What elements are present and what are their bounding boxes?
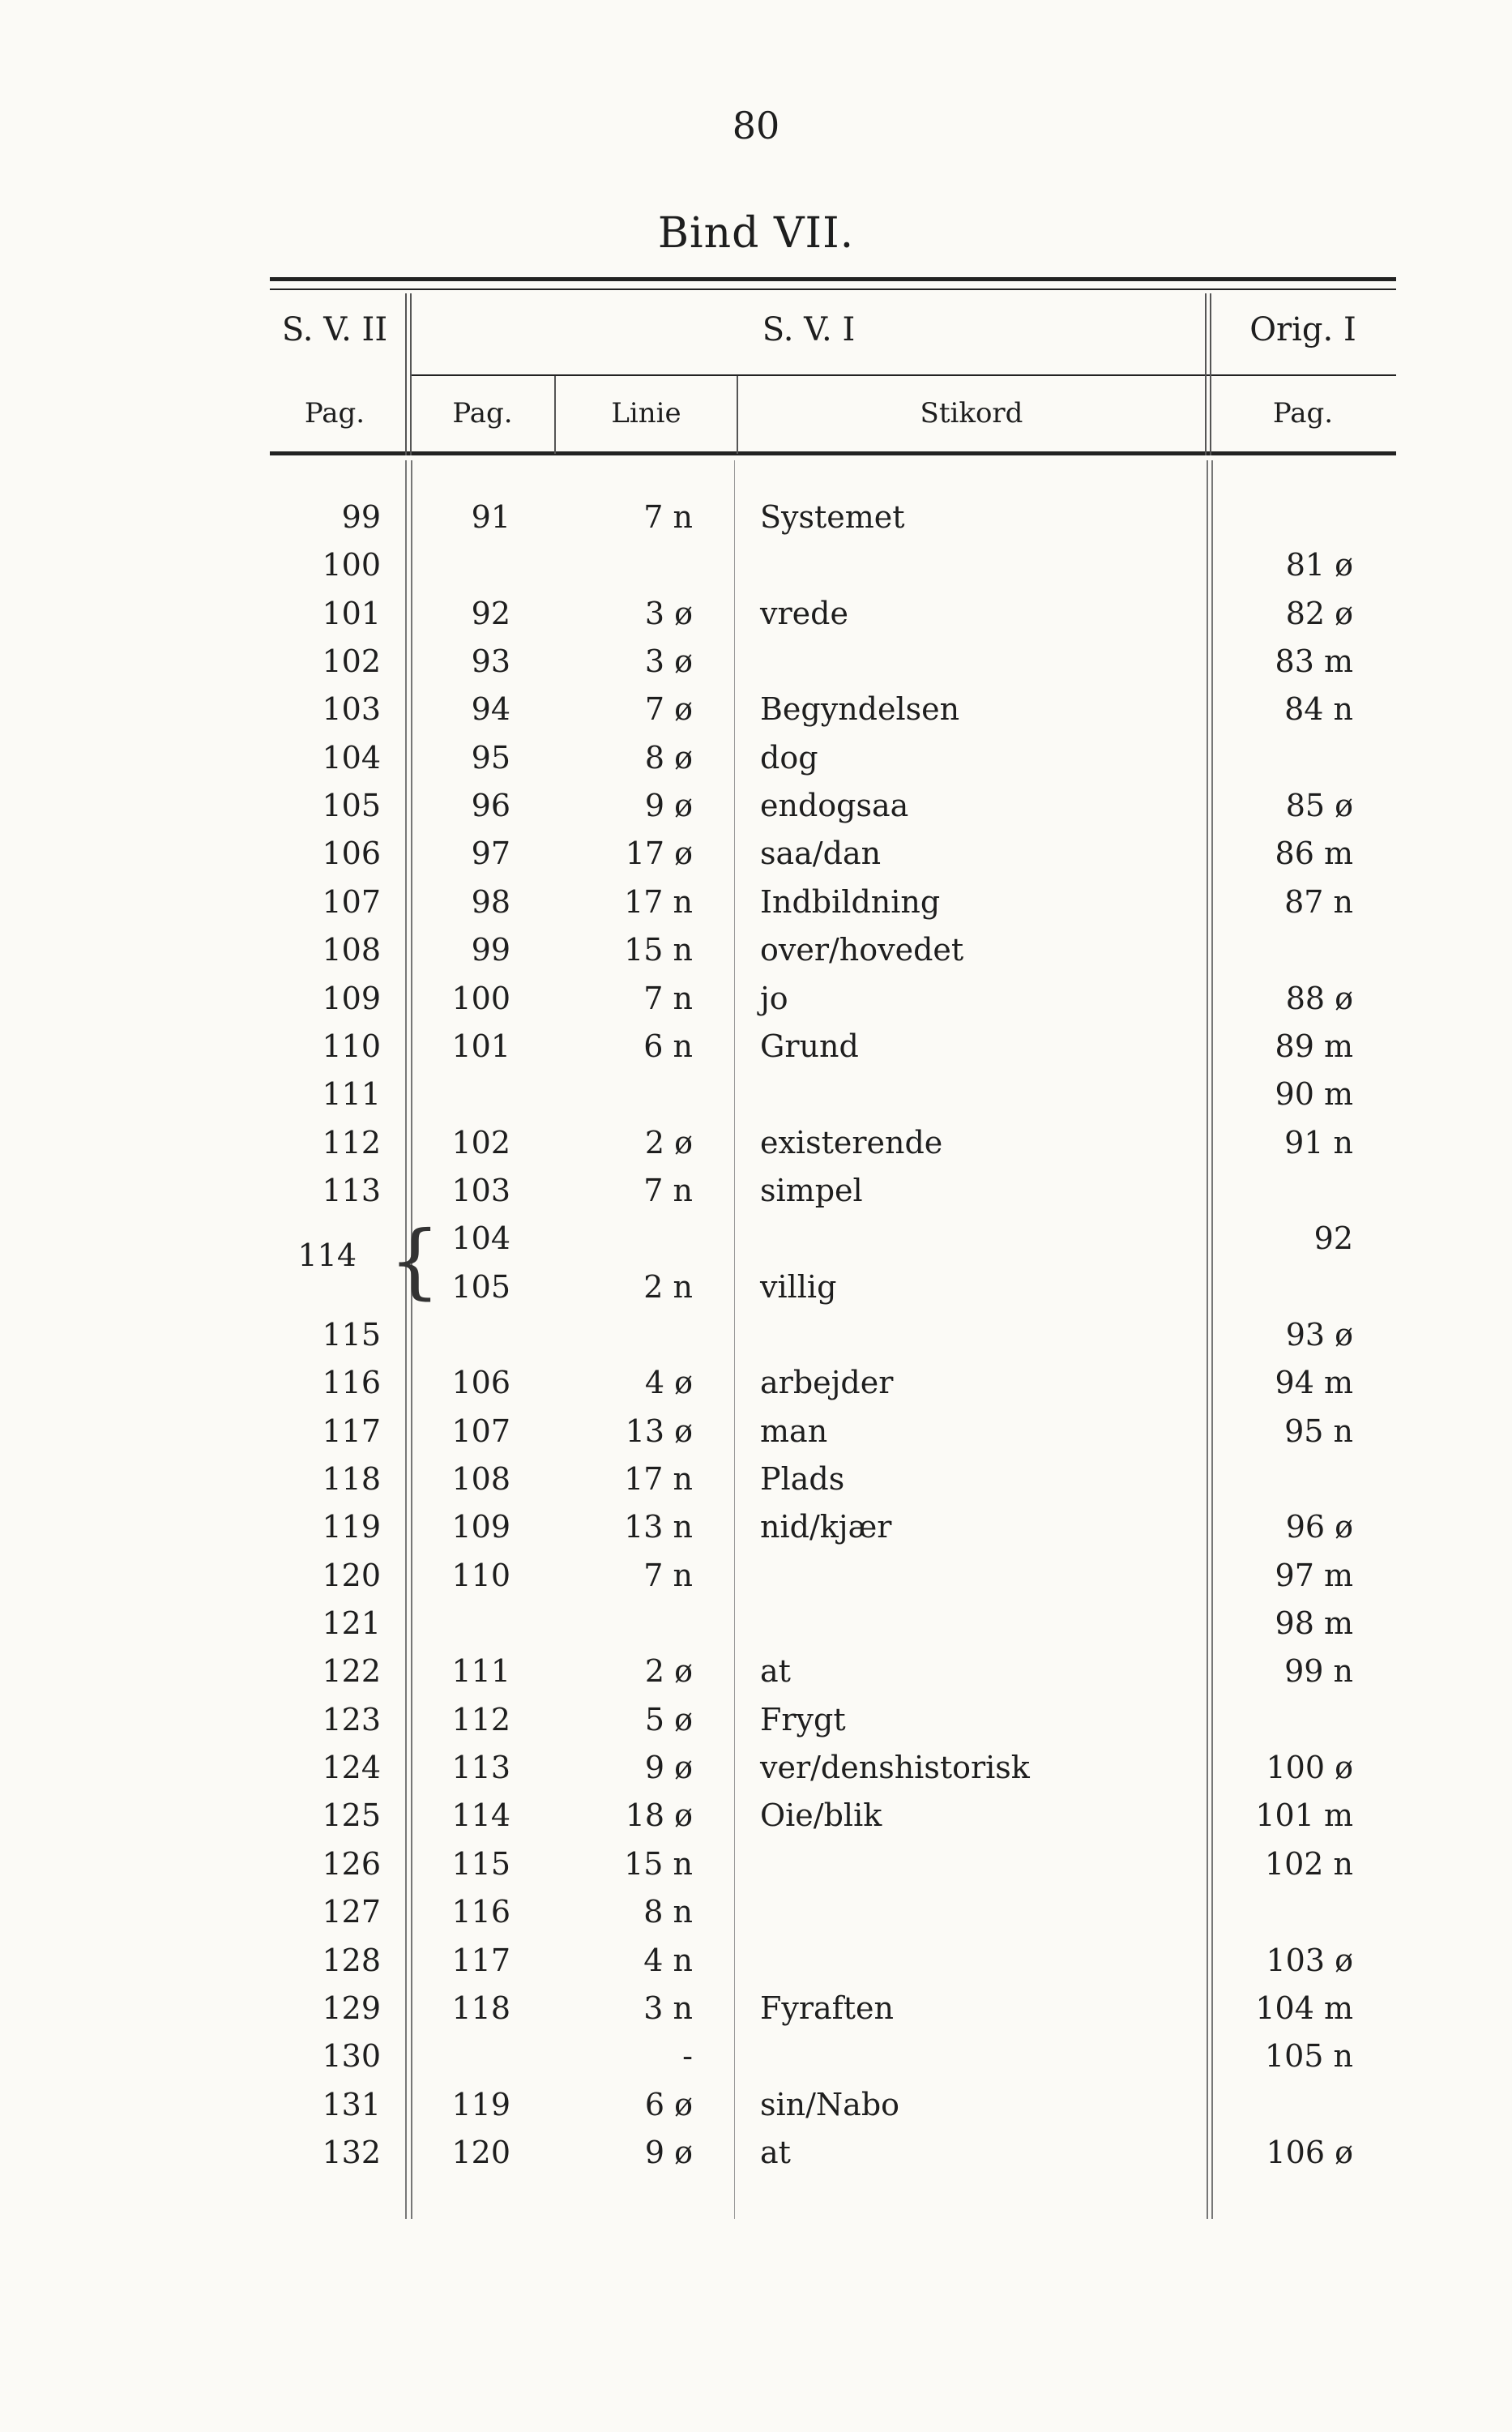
- cell-stikord: endogsaa: [760, 788, 909, 824]
- cell-stikord: nid/kjær: [760, 1509, 892, 1545]
- cell-stikord: Oie/blik: [760, 1797, 882, 1834]
- vline-double-b: [410, 293, 412, 455]
- cell-pag-orig: 94 m: [1275, 1365, 1353, 1401]
- table-row: [0, 1023, 1512, 1071]
- cell-pag-sv2: 126: [322, 1845, 381, 1882]
- cell-pag-orig: 84 n: [1284, 691, 1353, 728]
- cell-pag-sv2: 104: [322, 739, 381, 776]
- cell-pag-sv1: 116: [451, 1894, 510, 1930]
- cell-linie: 13 ø: [625, 1413, 693, 1449]
- table-row: [0, 1600, 1512, 1648]
- cell-pag-sv2: 111: [322, 1076, 381, 1113]
- cell-pag-orig: 99 n: [1284, 1653, 1353, 1690]
- page-number: 80: [732, 104, 780, 147]
- cell-pag-sv1: 112: [451, 1701, 510, 1737]
- cell-linie: 7 n: [643, 1172, 693, 1208]
- cell-stikord: Fyraften: [760, 1990, 894, 2026]
- cell-pag-orig: 86 m: [1275, 836, 1353, 872]
- table-row: [0, 1888, 1512, 1936]
- cell-pag-sv1: 105: [451, 1268, 510, 1305]
- header-group-sv1: S. V. I: [762, 311, 856, 348]
- table-row: [0, 1503, 1512, 1551]
- cell-linie: 7 n: [643, 980, 693, 1016]
- cell-stikord: over/hovedet: [760, 932, 964, 968]
- cell-pag-orig: 81 ø: [1285, 547, 1353, 583]
- table-row: [0, 1071, 1512, 1118]
- cell-pag-orig: 98 m: [1275, 1605, 1353, 1642]
- cell-linie: 4 ø: [644, 1365, 693, 1401]
- cell-linie: 9 ø: [644, 2134, 693, 2170]
- cell-linie: 9 ø: [644, 788, 693, 824]
- cell-stikord: simpel: [760, 1172, 863, 1208]
- cell-stikord: saa/dan: [760, 836, 882, 872]
- cell-stikord: man: [760, 1413, 828, 1449]
- table-row: [0, 1311, 1512, 1359]
- cell-pag-sv1: 111: [451, 1653, 510, 1690]
- header-linie: Linie: [611, 397, 681, 430]
- cell-pag-sv2: 128: [322, 1942, 381, 1978]
- cell-pag-orig: 89 m: [1275, 1028, 1353, 1064]
- table-row: [0, 1263, 1512, 1311]
- cell-pag-sv2: 101: [322, 595, 381, 631]
- cell-stikord: Frygt: [760, 1701, 846, 1737]
- vline-linie-stikord-header: [737, 376, 738, 454]
- table-row: [0, 1696, 1512, 1744]
- cell-stikord: existerende: [760, 1124, 943, 1160]
- cell-stikord: dog: [760, 739, 818, 776]
- cell-pag-sv1: 102: [451, 1124, 510, 1160]
- cell-linie: 3 ø: [644, 595, 693, 631]
- cell-stikord: villig: [760, 1268, 837, 1305]
- cell-pag-sv2: 131: [322, 2086, 381, 2122]
- cell-linie: 8 n: [643, 1894, 693, 1930]
- cell-pag-orig: 88 ø: [1285, 980, 1353, 1016]
- cell-pag-sv2: 110: [322, 1028, 381, 1064]
- cell-pag-orig: 82 ø: [1285, 595, 1353, 631]
- cell-pag-sv1: 106: [451, 1365, 510, 1401]
- cell-pag-sv2: 103: [322, 691, 381, 728]
- cell-linie: 8 ø: [644, 739, 693, 776]
- cell-pag-orig: 97 m: [1275, 1557, 1353, 1593]
- cell-stikord: at: [760, 1653, 791, 1690]
- table-row: [0, 541, 1512, 589]
- cell-pag-orig: 93 ø: [1285, 1316, 1353, 1353]
- cell-linie: 4 n: [643, 1942, 693, 1978]
- table-row: [0, 878, 1512, 926]
- cell-stikord: Grund: [760, 1028, 859, 1064]
- cell-pag-sv2: 117: [322, 1413, 381, 1449]
- section-title: Bind VII.: [657, 209, 855, 258]
- header-pag-orig: Pag.: [1272, 397, 1334, 430]
- table-row: [0, 830, 1512, 878]
- cell-linie: 2 ø: [644, 1124, 693, 1160]
- table-row: [0, 638, 1512, 686]
- header-group-sv2: S. V. II: [281, 311, 388, 348]
- table-row: [0, 1792, 1512, 1840]
- table-row: [0, 1552, 1512, 1600]
- cell-pag-sv2: 107: [322, 883, 381, 920]
- top-rule-thin: [270, 289, 1396, 290]
- cell-stikord: Systemet: [760, 499, 905, 535]
- table-row: [0, 1648, 1512, 1695]
- cell-pag-sv1: 117: [451, 1942, 510, 1978]
- cell-linie: 13 n: [624, 1509, 693, 1545]
- table-row: [0, 686, 1512, 733]
- table-row: [0, 590, 1512, 638]
- cell-pag-orig: 90 m: [1275, 1076, 1353, 1113]
- cell-stikord: vrede: [760, 595, 848, 631]
- cell-pag-sv2: 122: [322, 1653, 381, 1690]
- header-stikord: Stikord: [920, 397, 1023, 430]
- cell-linie: 15 n: [624, 932, 693, 968]
- cell-pag-sv2: 115: [322, 1316, 381, 1353]
- cell-linie: -: [682, 2038, 693, 2075]
- table-row: [0, 782, 1512, 830]
- cell-pag-sv2: 102: [322, 643, 381, 680]
- cell-stikord: sin/Nabo: [760, 2086, 900, 2122]
- vline-double-a: [405, 293, 407, 455]
- cell-stikord: jo: [760, 980, 788, 1016]
- cell-pag-sv1: 92: [471, 595, 510, 631]
- cell-pag-sv1: 91: [471, 499, 510, 535]
- cell-pag-orig: 104 m: [1255, 1990, 1353, 2026]
- cell-pag-orig: 92: [1313, 1220, 1353, 1257]
- cell-stikord: Plads: [760, 1461, 845, 1497]
- cell-linie: 7 ø: [644, 691, 693, 728]
- table-row: [0, 2081, 1512, 2129]
- cell-pag-sv2: 121: [322, 1605, 381, 1642]
- cell-pag-orig: 103 ø: [1266, 1942, 1353, 1978]
- cell-pag-sv1: 100: [451, 980, 510, 1016]
- cell-linie: 6 n: [643, 1028, 693, 1064]
- cell-linie: 2 ø: [644, 1653, 693, 1690]
- cell-pag-sv2: 120: [322, 1557, 381, 1593]
- vline-orig-double-a: [1205, 293, 1207, 455]
- cell-pag-orig: 100 ø: [1266, 1750, 1353, 1786]
- cell-linie: 17 n: [624, 1461, 693, 1497]
- cell-pag-sv1: 113: [451, 1750, 510, 1786]
- cell-linie: 3 n: [643, 1990, 693, 2026]
- table-row: [0, 734, 1512, 782]
- table-row: [0, 1985, 1512, 2032]
- top-rule-thick: [270, 277, 1396, 281]
- cell-linie: 7 n: [643, 499, 693, 535]
- cell-linie: 7 n: [643, 1557, 693, 1593]
- table-row: [0, 1215, 1512, 1263]
- cell-pag-orig: 105 n: [1264, 2038, 1353, 2075]
- cell-linie: 2 n: [643, 1268, 693, 1305]
- table-row: [0, 1840, 1512, 1888]
- cell-stikord: at: [760, 2134, 791, 2170]
- cell-pag-sv2: 113: [322, 1172, 381, 1208]
- table-row: [0, 2032, 1512, 2080]
- table-row: [0, 1744, 1512, 1792]
- cell-pag-sv1: 99: [471, 932, 510, 968]
- table-row: [0, 926, 1512, 974]
- cell-linie: 9 ø: [644, 1750, 693, 1786]
- cell-pag-sv1: 115: [451, 1845, 510, 1882]
- cell-pag-sv1: 104: [451, 1220, 510, 1257]
- brace-icon: {: [389, 1213, 441, 1308]
- vline-pag-linie-header: [554, 376, 556, 454]
- cell-linie: 3 ø: [644, 643, 693, 680]
- cell-linie: 15 n: [624, 1845, 693, 1882]
- cell-pag-orig: 85 ø: [1285, 788, 1353, 824]
- cell-pag-sv2: 125: [322, 1797, 381, 1834]
- cell-pag-orig: 83 m: [1275, 643, 1353, 680]
- table-row: [0, 1119, 1512, 1167]
- cell-linie: 17 n: [624, 883, 693, 920]
- cell-pag-orig: 95 n: [1284, 1413, 1353, 1449]
- group-header-rule: [412, 374, 1396, 376]
- cell-pag-sv1: 108: [451, 1461, 510, 1497]
- cell-pag-sv2: 118: [322, 1461, 381, 1497]
- table-row: [0, 494, 1512, 541]
- table-row: [0, 1408, 1512, 1455]
- header-pag-sv2: Pag.: [304, 397, 365, 430]
- table-row: [0, 1167, 1512, 1215]
- table-row: [0, 975, 1512, 1023]
- header-bottom-rule: [270, 451, 1396, 455]
- cell-pag-sv1: 119: [451, 2086, 510, 2122]
- cell-pag-sv1: 120: [451, 2134, 510, 2170]
- cell-pag-sv2: 130: [322, 2038, 381, 2075]
- cell-pag-sv1: 95: [471, 739, 510, 776]
- cell-pag-sv1: 96: [471, 788, 510, 824]
- cell-pag-sv2: 129: [322, 1990, 381, 2026]
- cell-pag-sv2: 106: [322, 836, 381, 872]
- merged-pag-114: 114: [297, 1237, 357, 1273]
- cell-pag-orig: 102 n: [1264, 1845, 1353, 1882]
- cell-pag-sv2: 109: [322, 980, 381, 1016]
- cell-pag-sv1: 93: [471, 643, 510, 680]
- cell-pag-orig: 91 n: [1284, 1124, 1353, 1160]
- cell-pag-orig: 87 n: [1284, 883, 1353, 920]
- cell-pag-sv1: 103: [451, 1172, 510, 1208]
- cell-pag-sv1: 110: [451, 1557, 510, 1593]
- header-pag-sv1: Pag.: [452, 397, 513, 430]
- cell-pag-orig: 101 m: [1255, 1797, 1353, 1834]
- cell-pag-sv2: 123: [322, 1701, 381, 1737]
- cell-pag-sv1: 97: [471, 836, 510, 872]
- table-row: [0, 2129, 1512, 2177]
- cell-linie: 5 ø: [644, 1701, 693, 1737]
- cell-pag-sv2: 105: [322, 788, 381, 824]
- cell-stikord: Indbildning: [760, 883, 941, 920]
- cell-pag-sv2: 124: [322, 1750, 381, 1786]
- cell-pag-orig: 106 ø: [1266, 2134, 1353, 2170]
- cell-pag-sv2: 112: [322, 1124, 381, 1160]
- cell-pag-sv2: 119: [322, 1509, 381, 1545]
- cell-pag-sv1: 118: [451, 1990, 510, 2026]
- cell-linie: 6 ø: [644, 2086, 693, 2122]
- cell-pag-sv1: 114: [451, 1797, 510, 1834]
- cell-pag-sv2: 116: [322, 1365, 381, 1401]
- cell-linie: 17 ø: [625, 836, 693, 872]
- table-row: [0, 1937, 1512, 1985]
- vline-orig-double-b: [1210, 293, 1211, 455]
- cell-pag-sv2: 100: [322, 547, 381, 583]
- cell-stikord: ver/denshistorisk: [760, 1750, 1030, 1786]
- cell-pag-orig: 96 ø: [1285, 1509, 1353, 1545]
- cell-pag-sv2: 132: [322, 2134, 381, 2170]
- cell-pag-sv1: 101: [451, 1028, 510, 1064]
- cell-pag-sv2: 99: [341, 499, 381, 535]
- header-group-orig: Orig. I: [1249, 311, 1356, 348]
- cell-stikord: Begyndelsen: [760, 691, 960, 728]
- cell-pag-sv2: 127: [322, 1894, 381, 1930]
- cell-stikord: arbejder: [760, 1365, 894, 1401]
- table-row: [0, 1455, 1512, 1503]
- cell-linie: 18 ø: [625, 1797, 693, 1834]
- cell-pag-sv2: 108: [322, 932, 381, 968]
- cell-pag-sv1: 94: [471, 691, 510, 728]
- table-row: [0, 1359, 1512, 1407]
- cell-pag-sv1: 98: [471, 883, 510, 920]
- cell-pag-sv1: 107: [451, 1413, 510, 1449]
- cell-pag-sv1: 109: [451, 1509, 510, 1545]
